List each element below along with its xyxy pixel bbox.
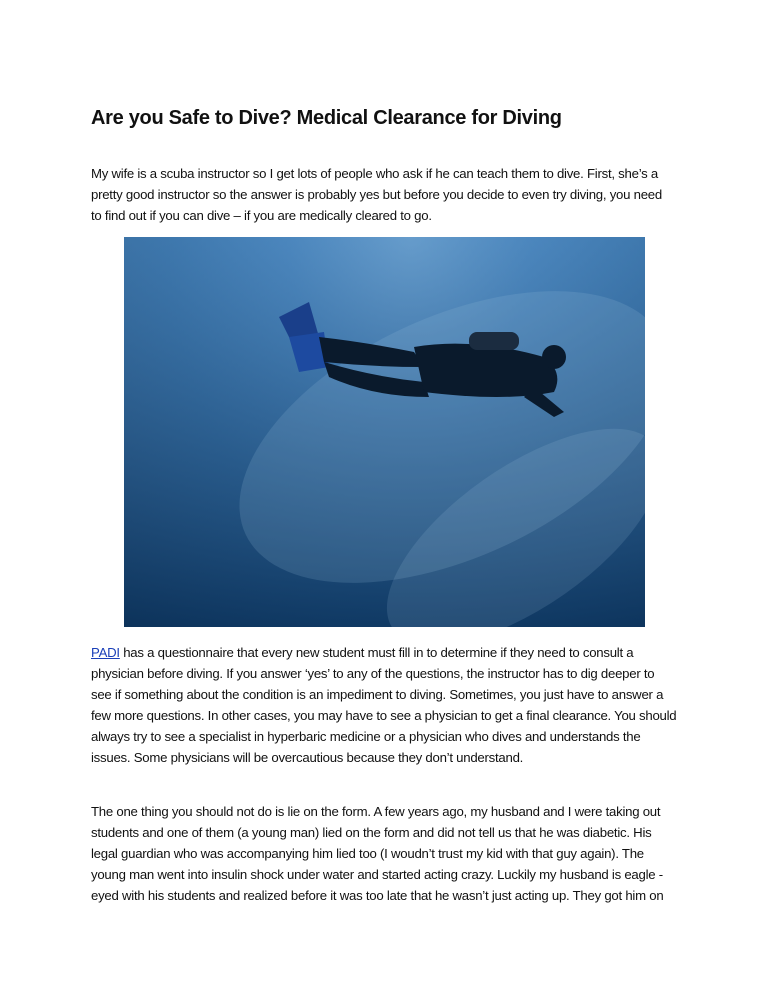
diver-illustration bbox=[124, 237, 645, 627]
text-line: physician before diving. If you answer ‘yes’ to any of the questions, the instructor has to dig deeper to bbox=[91, 666, 655, 681]
text-line: young man went into insulin shock under water and started acting crazy. Luckily my husband is eagle - bbox=[91, 867, 663, 882]
text-fragment: has a questionnaire that every new student must fill in to determine if they need to consult a bbox=[119, 645, 634, 660]
text-line: see if something about the condition is an impediment to diving. Sometimes, you just have to answer a bbox=[91, 687, 664, 702]
text-line: students and one of them (a young man) lied on the form and did not tell us that he was diabetic. His bbox=[91, 825, 652, 840]
text-line: pretty good instructor so the answer is probably yes but before you decide to even try diving, you need bbox=[91, 187, 662, 202]
text-line: few more questions. In other cases, you may have to see a physician to get a final clearance. You should bbox=[91, 708, 677, 723]
diver-photo bbox=[124, 237, 645, 627]
intro-paragraph bbox=[91, 163, 691, 226]
text-line: The one thing you should not do is lie on the form. A few years ago, my husband and I were taking out bbox=[91, 804, 661, 819]
text-line: legal guardian who was accompanying him lied too (I woudn’t trust my kid with that guy again). The bbox=[91, 846, 644, 861]
text-line: eyed with his students and realized before it was too late that he wasn’t just acting up. They got him on bbox=[91, 888, 664, 903]
padi-link[interactable]: PADI bbox=[91, 645, 120, 660]
page-title: Are you Safe to Dive? Medical Clearance for Diving bbox=[91, 107, 562, 130]
text-line bbox=[91, 642, 691, 663]
text-line: My wife is a scuba instructor so I get lots of people who ask if he can teach them to dive. First, she’s a bbox=[91, 166, 658, 181]
text-line: always try to see a specialist in hyperbaric medicine or a physician who dives and understands the bbox=[91, 729, 641, 744]
text-line: to find out if you can dive – if you are medically cleared to go. bbox=[91, 208, 432, 223]
padi-paragraph bbox=[91, 642, 691, 768]
text-line: issues. Some physicians will be overcautious because they don’t understand. bbox=[91, 750, 524, 765]
story-paragraph bbox=[91, 801, 691, 906]
